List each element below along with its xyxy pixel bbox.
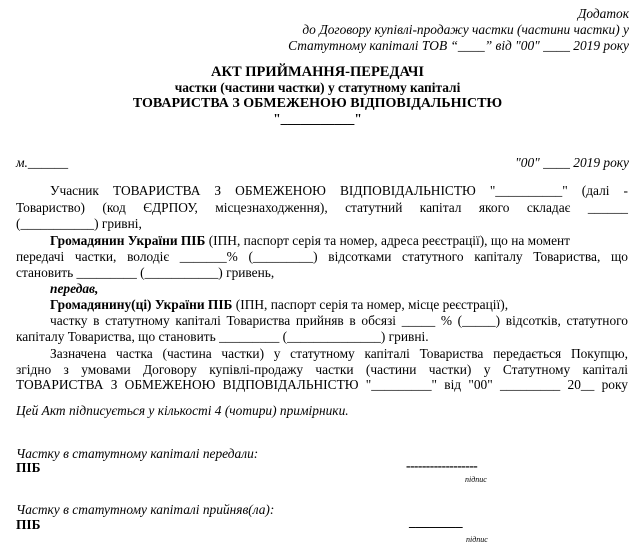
buyer-name: Громадянину(ці) України ПІБ xyxy=(50,297,233,312)
doc-title: АКТ ПРИЙМАННЯ-ПЕРЕДАЧІ xyxy=(211,64,424,80)
p2-line1 xyxy=(50,233,570,249)
date: "00" ____ 2019 року xyxy=(515,155,629,170)
p2-line2: передачі частки, володіє _______% (_________) відсотками статутного капіталу Товариства, що xyxy=(16,249,628,264)
buyer-label: Частку в статутному капіталі прийняв(ла): xyxy=(16,502,275,517)
p5-line2: капіталу Товариства, що становить _________ (______________) гривні. xyxy=(16,329,429,344)
doc-subtitle: частки (частини частки) у статутному капіталі xyxy=(174,80,461,95)
p6-line3: ТОВАРИСТВА З ОБМЕЖЕНОЮ ВІДПОВІДАЛЬНІСТЮ "_________" від "00" _________ 20__ року xyxy=(16,377,628,392)
company-name: "___________" xyxy=(273,111,362,126)
buyer-pib: ПІБ xyxy=(16,517,41,532)
header-contract: до Договору купівлі-продажу частки (частини частки) у xyxy=(302,22,629,37)
p1-line2: Товариство) (код ЄДРПОУ, місцезнаходження), статутний капітал якого складає ______ xyxy=(16,200,628,215)
buyer-signature-line: ________ xyxy=(409,514,463,529)
p1-line1: Учасник ТОВАРИСТВА З ОБМЕЖЕНОЮ ВІДПОВІДАЛЬНІСТЮ "__________" (далі - xyxy=(50,183,628,198)
buyer-signature-caption: підпис xyxy=(466,535,488,544)
copies-note: Цей Акт підписується у кількості 4 (чотири) примірники. xyxy=(16,403,349,418)
p2-line3: становить _________ (___________) гривень, xyxy=(16,265,275,280)
company-type: ТОВАРИСТВА З ОБМЕЖЕНОЮ ВІДПОВІДАЛЬНІСТЮ xyxy=(132,96,503,111)
seller-signature-caption: підпис xyxy=(465,475,487,484)
p4-text: (ІПН, паспорт серія та номер, місце реєстрації), xyxy=(232,297,509,312)
transferred: передав, xyxy=(50,281,99,296)
seller-label: Частку в статутному капіталі передали: xyxy=(16,446,259,461)
place: м.______ xyxy=(16,155,69,170)
p4-line1 xyxy=(50,297,508,313)
header-annex: Додаток xyxy=(577,6,629,21)
p6-line2: згідно з умовами Договору купівлі-продажу частки (частини частки) у Статутному капіталі xyxy=(16,362,628,377)
seller-name: Громадянин України ПІБ xyxy=(50,233,206,248)
p6-line1: Зазначена частка (частина частки) у статутному капіталі Товариства передається Покупцю, xyxy=(50,346,628,361)
p5-line1: частку в статутному капіталі Товариства прийняв в обсязі _____ % (_____) відсотків, статутного xyxy=(50,313,628,328)
p1-line3: (___________) гривні, xyxy=(16,216,142,231)
p2-text: (ІПН, паспорт серія та номер, адреса реєстрації), що на момент xyxy=(205,233,571,248)
seller-signature-line: ------------------ xyxy=(406,458,478,473)
header-capital: Статутному капіталі ТОВ “____” від "00" ____ 2019 року xyxy=(288,38,629,53)
seller-pib: ПІБ xyxy=(16,460,41,475)
